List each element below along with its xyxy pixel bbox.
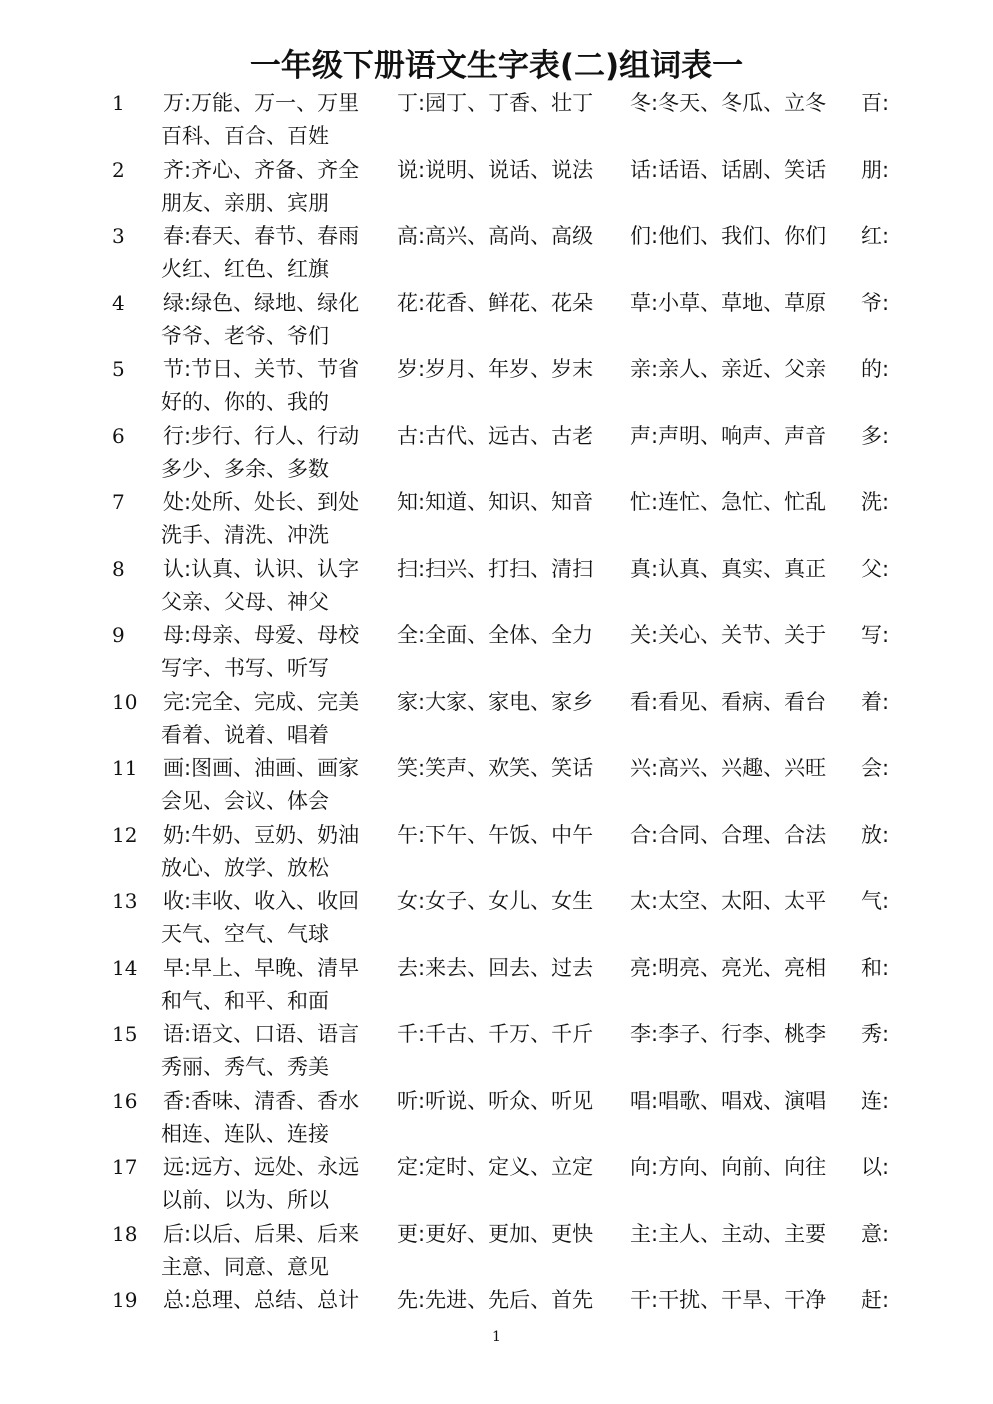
word-group: 亲:亲人、亲近、父亲 [630, 357, 827, 381]
word-group: 知:知道、知识、知音 [397, 490, 594, 514]
row-line [0, 785, 993, 818]
row-line [0, 253, 993, 286]
word-group: 高:高兴、高尚、高级 [397, 224, 594, 248]
word-group: 先:先进、先后、首先 [397, 1288, 594, 1312]
word-group: 岁:岁月、年岁、岁末 [397, 357, 594, 381]
table-row [0, 619, 993, 685]
word-group: 母:母亲、母爱、母校 [163, 623, 360, 647]
row-line [0, 885, 993, 918]
row-number: 19 [112, 1288, 138, 1312]
word-group: 后:以后、后果、后来 [163, 1221, 360, 1246]
word-group-continuation: 父亲、父母、神父 [161, 589, 329, 614]
word-group-continuation: 多少、多余、多数 [161, 456, 329, 481]
row-number: 18 [112, 1221, 138, 1246]
row-line [0, 453, 993, 486]
row-line [0, 619, 993, 652]
word-group: 丁:园丁、丁香、壮丁 [397, 91, 594, 115]
word-group: 话:话语、话剧、笑话 [630, 157, 827, 182]
word-group-continuation: 相连、连队、连接 [161, 1121, 329, 1146]
word-group: 节:节日、关节、节省 [163, 357, 360, 381]
word-group: 多: [861, 423, 890, 448]
word-group: 真:认真、真实、真正 [630, 556, 827, 581]
row-line [0, 752, 993, 785]
table-row [0, 553, 993, 619]
page-title: 一年级下册语文生字表(二)组词表一 [249, 48, 744, 84]
row-line [0, 154, 993, 187]
word-group-continuation: 百科、百合、百姓 [161, 124, 329, 148]
word-group-continuation: 以前、以为、所以 [161, 1188, 329, 1212]
row-number: 7 [112, 490, 125, 514]
word-group-continuation: 好的、你的、我的 [161, 390, 329, 414]
word-group: 主:主人、主动、主要 [630, 1221, 827, 1246]
word-group: 说:说明、说话、说法 [397, 157, 594, 182]
row-line [0, 320, 993, 353]
word-group: 奶:牛奶、豆奶、奶油 [163, 822, 360, 847]
word-group: 定:定时、定义、立定 [397, 1155, 594, 1179]
word-group: 兴:高兴、兴趣、兴旺 [630, 756, 827, 780]
word-group-continuation: 火红、红色、红旗 [161, 257, 329, 281]
word-group: 更:更好、更加、更快 [397, 1221, 594, 1246]
page-number: 1 [492, 1329, 501, 1345]
row-line [0, 1018, 993, 1051]
table-row [0, 686, 993, 752]
row-line [0, 87, 993, 120]
word-group: 放: [861, 822, 890, 847]
word-group: 们:他们、我们、你们 [630, 224, 827, 248]
row-line [0, 1251, 993, 1284]
row-line [0, 719, 993, 752]
word-group: 远:远方、远处、永远 [163, 1155, 360, 1179]
word-group: 唱:唱歌、唱戏、演唱 [630, 1088, 827, 1113]
row-line [0, 1151, 993, 1184]
word-group: 午:下午、午饭、中午 [397, 822, 594, 847]
word-group: 赶: [861, 1288, 890, 1312]
row-line [0, 187, 993, 220]
row-line [0, 519, 993, 552]
word-group: 父: [861, 556, 890, 581]
row-number: 15 [112, 1022, 138, 1046]
word-group: 亮:明亮、亮光、亮相 [630, 955, 827, 980]
word-group: 红: [861, 224, 890, 248]
row-line [0, 287, 993, 320]
word-group: 笑:笑声、欢笑、笑话 [397, 756, 594, 780]
word-group: 向:方向、向前、向往 [630, 1155, 827, 1179]
row-number: 17 [112, 1155, 138, 1179]
word-group: 家:大家、家电、家乡 [397, 689, 594, 714]
word-group: 行:步行、行人、行动 [163, 423, 360, 448]
row-line [0, 1051, 993, 1084]
table-row [0, 819, 993, 885]
table-row [0, 1018, 993, 1084]
row-number: 12 [112, 822, 138, 847]
row-number: 2 [112, 157, 125, 182]
table-row [0, 952, 993, 1018]
word-group-continuation: 会见、会议、体会 [161, 789, 329, 813]
word-group: 以: [861, 1155, 890, 1179]
row-number: 8 [112, 556, 125, 581]
row-number: 3 [112, 224, 125, 248]
table-row [0, 154, 993, 220]
row-line [0, 952, 993, 985]
word-group: 总:总理、总结、总计 [163, 1288, 360, 1312]
row-number: 11 [112, 756, 138, 780]
table-row [0, 885, 993, 951]
row-line [0, 1085, 993, 1118]
row-number: 5 [112, 357, 125, 381]
word-group-continuation: 写字、书写、听写 [161, 656, 329, 680]
word-group: 花:花香、鲜花、花朵 [397, 290, 594, 315]
row-line [0, 386, 993, 419]
word-group: 秀: [861, 1022, 890, 1046]
row-line [0, 486, 993, 519]
word-group: 处:处所、处长、到处 [163, 490, 360, 514]
word-group: 春:春天、春节、春雨 [163, 224, 360, 248]
word-group: 忙:连忙、急忙、忙乱 [630, 490, 827, 514]
word-group: 意: [861, 1221, 890, 1246]
word-group-continuation: 主意、同意、意见 [161, 1254, 329, 1279]
word-group: 看:看见、看病、看台 [630, 689, 827, 714]
row-line [0, 120, 993, 153]
word-group-continuation: 朋友、亲朋、宾朋 [161, 190, 329, 215]
word-group: 着: [861, 689, 890, 714]
word-group: 绿:绿色、绿地、绿化 [163, 290, 360, 315]
word-group: 扫:扫兴、打扫、清扫 [397, 556, 594, 581]
word-group: 朋: [861, 157, 890, 182]
word-group: 画:图画、油画、画家 [163, 756, 360, 780]
word-group: 千:千古、千万、千斤 [397, 1022, 594, 1046]
word-group: 早:早上、早晚、清早 [163, 955, 360, 980]
word-group: 万:万能、万一、万里 [163, 91, 360, 115]
row-line [0, 1184, 993, 1217]
word-group-continuation: 天气、空气、气球 [161, 922, 329, 946]
row-number: 4 [112, 290, 125, 315]
word-group: 冬:冬天、冬瓜、立冬 [630, 91, 827, 115]
row-line [0, 985, 993, 1018]
table-row [0, 1085, 993, 1151]
table-row [0, 486, 993, 552]
word-group: 的: [861, 357, 890, 381]
word-group-continuation: 爷爷、老爷、爷们 [161, 323, 329, 348]
table-row [0, 1218, 993, 1284]
word-group: 收:丰收、收入、收回 [163, 889, 360, 913]
row-line [0, 852, 993, 885]
word-group-continuation: 放心、放学、放松 [161, 855, 329, 880]
row-line [0, 1118, 993, 1151]
table-row [0, 353, 993, 419]
row-number: 1 [112, 91, 125, 115]
word-group: 写: [861, 623, 890, 647]
word-group: 声:声明、响声、声音 [630, 423, 827, 448]
word-group: 百: [861, 91, 890, 115]
word-group: 齐:齐心、齐备、齐全 [163, 157, 360, 182]
row-line [0, 353, 993, 386]
word-group: 太:太空、太阳、太平 [630, 889, 827, 913]
row-line [0, 220, 993, 253]
table-row [0, 87, 993, 153]
row-line [0, 918, 993, 951]
word-group: 完:完全、完成、完美 [163, 689, 360, 714]
row-line [0, 420, 993, 453]
word-group: 连: [861, 1088, 890, 1113]
word-group: 语:语文、口语、语言 [163, 1022, 360, 1046]
row-line [0, 553, 993, 586]
row-line [0, 819, 993, 852]
row-number: 14 [112, 955, 138, 980]
word-group: 洗: [861, 490, 890, 514]
word-group: 李:李子、行李、桃李 [630, 1022, 827, 1046]
row-line [0, 652, 993, 685]
word-group: 全:全面、全体、全力 [397, 623, 594, 647]
table-row [0, 1151, 993, 1217]
row-number: 6 [112, 423, 125, 448]
row-line [0, 586, 993, 619]
row-number: 16 [112, 1088, 138, 1113]
word-group: 听:听说、听众、听见 [397, 1088, 594, 1113]
word-group: 爷: [861, 290, 890, 315]
word-group-continuation: 秀丽、秀气、秀美 [161, 1055, 329, 1079]
word-group-continuation: 看着、说着、唱着 [161, 722, 329, 747]
word-group: 干:干扰、干旱、干净 [630, 1288, 827, 1312]
table-row [0, 287, 993, 353]
word-group: 认:认真、认识、认字 [163, 556, 360, 581]
word-group: 气: [861, 889, 890, 913]
word-group: 去:来去、回去、过去 [397, 955, 594, 980]
word-group: 合:合同、合理、合法 [630, 822, 827, 847]
row-number: 9 [112, 623, 125, 647]
word-group: 和: [861, 955, 890, 980]
word-group: 女:女子、女儿、女生 [397, 889, 594, 913]
table-row [0, 220, 993, 286]
word-group-continuation: 洗手、清洗、冲洗 [161, 523, 329, 547]
word-group: 会: [861, 756, 890, 780]
row-number: 10 [112, 689, 138, 714]
row-line [0, 1284, 993, 1317]
row-line [0, 686, 993, 719]
row-line [0, 1218, 993, 1251]
word-group: 草:小草、草地、草原 [630, 290, 827, 315]
word-group: 香:香味、清香、香水 [163, 1088, 360, 1113]
table-row [0, 420, 993, 486]
word-group: 关:关心、关节、关于 [630, 623, 827, 647]
word-group: 古:古代、远古、古老 [397, 423, 594, 448]
table-row [0, 752, 993, 818]
row-number: 13 [112, 889, 138, 913]
word-group-continuation: 和气、和平、和面 [161, 988, 329, 1013]
